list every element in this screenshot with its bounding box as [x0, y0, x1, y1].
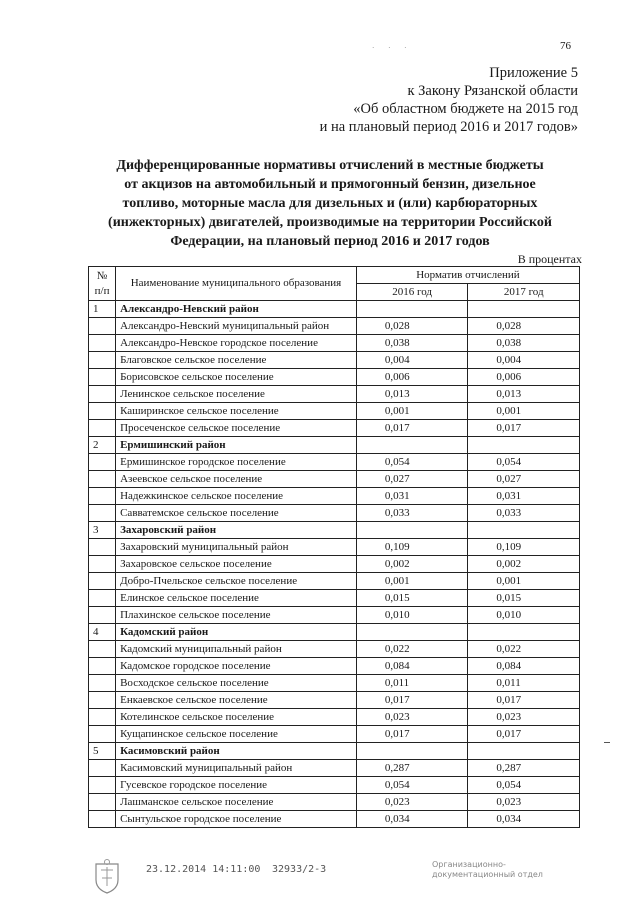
municipality-name: Ленинское сельское поселение	[116, 386, 357, 403]
cell-empty	[468, 522, 580, 539]
header-2017: 2017 год	[468, 284, 580, 301]
cell-empty	[356, 301, 468, 318]
value-2016: 0,017	[356, 692, 468, 709]
value-2017: 0,001	[468, 573, 580, 590]
value-2016: 0,027	[356, 471, 468, 488]
title-line: Дифференцированные нормативы отчислений в местные бюджеты	[116, 158, 544, 173]
value-2017: 0,017	[468, 420, 580, 437]
table-row	[89, 692, 580, 709]
value-2016: 0,033	[356, 505, 468, 522]
value-2016: 0,034	[356, 811, 468, 828]
table-row	[89, 590, 580, 607]
title-line: от акцизов на автомобильный и прямогонный бензин, дизельное	[124, 177, 536, 192]
table-row	[89, 488, 580, 505]
district-name: Захаровский район	[116, 522, 357, 539]
municipality-name: Савватемское сельское поселение	[116, 505, 357, 522]
value-2017: 0,287	[468, 760, 580, 777]
value-2016: 0,084	[356, 658, 468, 675]
value-2016: 0,023	[356, 794, 468, 811]
municipality-name: Надежкинское сельское поселение	[116, 488, 357, 505]
header-norm: Норматив отчислений	[356, 267, 579, 284]
cell-num	[89, 335, 116, 352]
value-2017: 0,013	[468, 386, 580, 403]
table-row	[89, 658, 580, 675]
value-2016: 0,054	[356, 777, 468, 794]
cell-empty	[468, 437, 580, 454]
cell-num	[89, 607, 116, 624]
cell-empty	[356, 437, 468, 454]
cell-num	[89, 505, 116, 522]
municipality-name: Кадомское городское поселение	[116, 658, 357, 675]
value-2017: 0,010	[468, 607, 580, 624]
district-num: 5	[89, 743, 116, 760]
margin-mark	[604, 742, 610, 743]
municipality-name: Гусевское городское поселение	[116, 777, 357, 794]
value-2017: 0,054	[468, 777, 580, 794]
table-row	[89, 471, 580, 488]
municipality-name: Александро-Невский муниципальный район	[116, 318, 357, 335]
table-row	[89, 454, 580, 471]
table-row	[89, 352, 580, 369]
cell-num	[89, 811, 116, 828]
table-row	[89, 760, 580, 777]
municipality-name: Борисовское сельское поселение	[116, 369, 357, 386]
table-row	[89, 539, 580, 556]
district-row	[89, 743, 580, 760]
cell-num	[89, 369, 116, 386]
value-2016: 0,038	[356, 335, 468, 352]
cell-num	[89, 692, 116, 709]
value-2016: 0,013	[356, 386, 468, 403]
value-2017: 0,011	[468, 675, 580, 692]
municipality-name: Добро-Пчельское сельское поселение	[116, 573, 357, 590]
table-body	[89, 301, 580, 828]
value-2017: 0,023	[468, 709, 580, 726]
value-2016: 0,001	[356, 573, 468, 590]
table-row	[89, 573, 580, 590]
district-row	[89, 437, 580, 454]
value-2016: 0,287	[356, 760, 468, 777]
value-2016: 0,031	[356, 488, 468, 505]
value-2017: 0,015	[468, 590, 580, 607]
title-line: (инжекторных) двигателей, производимые на территории Российской	[108, 215, 552, 230]
page-number: 76	[560, 40, 571, 52]
appendix-line: «Об областном бюджете на 2015 год	[353, 101, 578, 117]
cell-num	[89, 488, 116, 505]
municipality-name: Каширинское сельское поселение	[116, 403, 357, 420]
org-stamp-line: Организационно-	[432, 860, 506, 869]
cell-num	[89, 794, 116, 811]
value-2017: 0,054	[468, 454, 580, 471]
value-2016: 0,028	[356, 318, 468, 335]
header-name: Наименование муниципального образования	[116, 267, 357, 301]
cell-empty	[468, 743, 580, 760]
cell-num	[89, 318, 116, 335]
value-2017: 0,023	[468, 794, 580, 811]
district-name: Касимовский район	[116, 743, 357, 760]
municipality-name: Кущапинское сельское поселение	[116, 726, 357, 743]
table-row	[89, 505, 580, 522]
municipality-name: Просеченское сельское поселение	[116, 420, 357, 437]
title-line: Федерации, на плановый период 2016 и 2017 годов	[170, 234, 490, 249]
header-num: № п/п	[89, 267, 116, 301]
value-2016: 0,023	[356, 709, 468, 726]
value-2016: 0,004	[356, 352, 468, 369]
table-row	[89, 335, 580, 352]
cell-empty	[356, 624, 468, 641]
coat-of-arms-icon	[92, 858, 122, 894]
cell-num	[89, 675, 116, 692]
value-2016: 0,010	[356, 607, 468, 624]
municipality-name: Захаровский муниципальный район	[116, 539, 357, 556]
appendix-header	[320, 64, 578, 136]
municipality-name: Плахинское сельское поселение	[116, 607, 357, 624]
cell-empty	[468, 624, 580, 641]
table-row	[89, 420, 580, 437]
value-2016: 0,109	[356, 539, 468, 556]
stamp-doc-id: 32933/2-3	[272, 864, 327, 875]
value-2016: 0,017	[356, 420, 468, 437]
table-row	[89, 675, 580, 692]
municipality-name: Ермишинское городское поселение	[116, 454, 357, 471]
value-2016: 0,006	[356, 369, 468, 386]
page-footer	[0, 858, 640, 898]
municipality-name: Енкаевское сельское поселение	[116, 692, 357, 709]
cell-num	[89, 352, 116, 369]
value-2016: 0,001	[356, 403, 468, 420]
value-2017: 0,084	[468, 658, 580, 675]
appendix-line: и на плановый период 2016 и 2017 годов»	[319, 119, 578, 135]
title-line: топливо, моторные масла для дизельных и (или) карбюраторных	[122, 196, 538, 211]
value-2016: 0,015	[356, 590, 468, 607]
municipality-name: Захаровское сельское поселение	[116, 556, 357, 573]
value-2017: 0,109	[468, 539, 580, 556]
header-2016: 2016 год	[356, 284, 468, 301]
table-row	[89, 777, 580, 794]
district-row	[89, 522, 580, 539]
district-row	[89, 624, 580, 641]
municipality-name: Сынтульское городское поселение	[116, 811, 357, 828]
cell-empty	[468, 301, 580, 318]
value-2016: 0,054	[356, 454, 468, 471]
org-stamp	[432, 860, 543, 880]
municipality-name: Азеевское сельское поселение	[116, 471, 357, 488]
table-row	[89, 811, 580, 828]
cell-num	[89, 420, 116, 437]
table-row	[89, 709, 580, 726]
value-2017: 0,006	[468, 369, 580, 386]
municipality-name: Александро-Невское городское поселение	[116, 335, 357, 352]
table-row	[89, 386, 580, 403]
cell-num	[89, 471, 116, 488]
district-num: 2	[89, 437, 116, 454]
stamp-date: 23.12.2014 14:11:00	[146, 864, 261, 875]
district-row	[89, 301, 580, 318]
units-note: В процентах	[517, 252, 582, 266]
table-row	[89, 556, 580, 573]
table-row	[89, 726, 580, 743]
cell-empty	[356, 522, 468, 539]
district-num: 3	[89, 522, 116, 539]
municipality-name: Котелинское сельское поселение	[116, 709, 357, 726]
value-2017: 0,017	[468, 692, 580, 709]
cell-empty	[356, 743, 468, 760]
appendix-line: Приложение 5	[489, 65, 578, 81]
value-2017: 0,028	[468, 318, 580, 335]
cell-num	[89, 539, 116, 556]
value-2016: 0,017	[356, 726, 468, 743]
value-2016: 0,002	[356, 556, 468, 573]
cell-num	[89, 573, 116, 590]
district-name: Александро-Невский район	[116, 301, 357, 318]
value-2016: 0,011	[356, 675, 468, 692]
table-row	[89, 318, 580, 335]
value-2017: 0,022	[468, 641, 580, 658]
value-2016: 0,022	[356, 641, 468, 658]
municipality-name: Благовское сельское поселение	[116, 352, 357, 369]
cell-num	[89, 777, 116, 794]
municipality-name: Восходское сельское поселение	[116, 675, 357, 692]
district-name: Ермишинский район	[116, 437, 357, 454]
scan-marks: · · ·	[372, 44, 413, 52]
value-2017: 0,027	[468, 471, 580, 488]
cell-num	[89, 760, 116, 777]
cell-num	[89, 386, 116, 403]
district-num: 1	[89, 301, 116, 318]
cell-num	[89, 556, 116, 573]
district-num: 4	[89, 624, 116, 641]
table-row	[89, 607, 580, 624]
district-name: Кадомский район	[116, 624, 357, 641]
document-title	[70, 156, 590, 251]
table-row	[89, 369, 580, 386]
table-row	[89, 403, 580, 420]
table-row	[89, 641, 580, 658]
value-2017: 0,004	[468, 352, 580, 369]
cell-num	[89, 658, 116, 675]
cell-num	[89, 590, 116, 607]
table-row	[89, 794, 580, 811]
org-stamp-line: документационный отдел	[432, 870, 543, 879]
cell-num	[89, 726, 116, 743]
municipality-name: Кадомский муниципальный район	[116, 641, 357, 658]
value-2017: 0,001	[468, 403, 580, 420]
value-2017: 0,017	[468, 726, 580, 743]
cell-num	[89, 403, 116, 420]
municipality-name: Елинское сельское поселение	[116, 590, 357, 607]
cell-num	[89, 454, 116, 471]
cell-num	[89, 709, 116, 726]
municipality-name: Лашманское сельское поселение	[116, 794, 357, 811]
value-2017: 0,002	[468, 556, 580, 573]
value-2017: 0,033	[468, 505, 580, 522]
value-2017: 0,038	[468, 335, 580, 352]
value-2017: 0,034	[468, 811, 580, 828]
value-2017: 0,031	[468, 488, 580, 505]
norms-table	[88, 266, 580, 828]
municipality-name: Касимовский муниципальный район	[116, 760, 357, 777]
cell-num	[89, 641, 116, 658]
appendix-line: к Закону Рязанской области	[407, 83, 578, 99]
